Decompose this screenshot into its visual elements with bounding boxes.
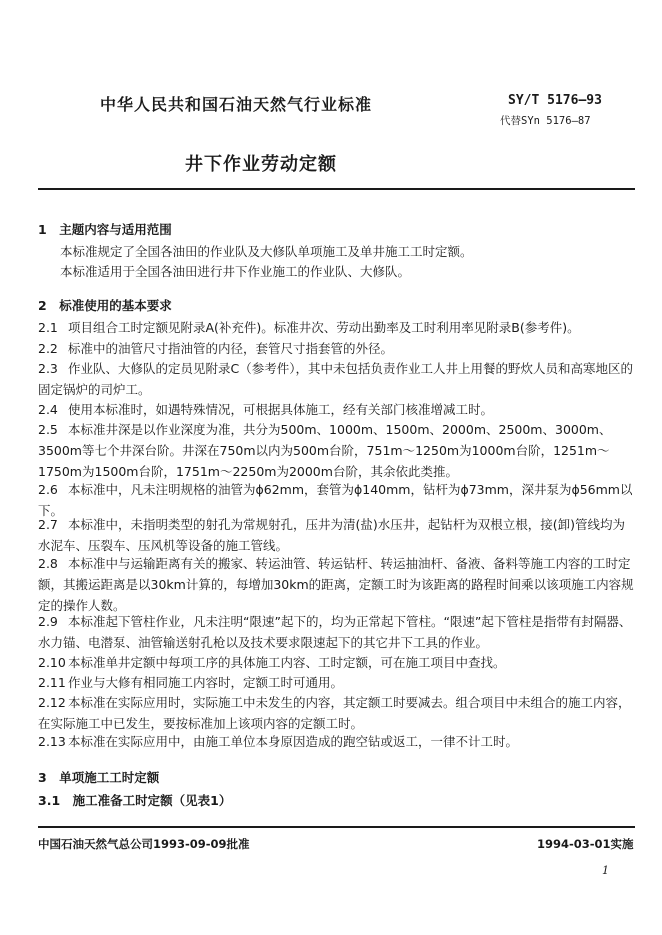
approval-date: 中国石油天然气总公司1993-09-09批准	[38, 837, 250, 851]
clause-2-12	[38, 692, 635, 734]
clause-number: 2.6	[38, 482, 58, 497]
standard-code: SY/T 5176—93	[508, 93, 602, 108]
clause-number: 2.13	[38, 734, 66, 749]
clause-2-4	[38, 399, 635, 420]
replaces-standard: 代替SYn 5176—87	[500, 115, 591, 127]
clause-2-8	[38, 553, 635, 616]
clause-text: 项目组合工时定额见附录A(补充件)。标准井次、劳动出勤率及工时利用率见附录B(参考件)。	[68, 320, 580, 335]
clause-text: 本标准中，凡未注明规格的油管为ϕ62mm，套管为ϕ140mm，钻杆为ϕ73mm，深井泵为ϕ56mm以下。	[38, 482, 633, 518]
footer-divider	[38, 826, 635, 828]
clause-number: 2.3	[38, 361, 58, 376]
clause-2-13	[38, 731, 635, 752]
clause-text: 作业与大修有相同施工内容时，定额工时可通用。	[68, 675, 344, 690]
clause-2-9	[38, 611, 635, 653]
clause-number: 2.2	[38, 341, 58, 356]
document-title: 井下作业劳动定额	[185, 154, 337, 175]
clause-2-2	[38, 338, 635, 359]
implementation-date: 1994-03-01实施	[537, 837, 634, 851]
clause-2-3	[38, 358, 635, 400]
section-1-para-1: 本标准规定了全国各油田的作业队及大修队单项施工及单井施工工时定额。	[60, 244, 473, 259]
clause-2-7	[38, 514, 635, 556]
section-3-heading: 3 单项施工工时定额	[38, 770, 160, 785]
clause-number: 2.9	[38, 614, 58, 629]
clause-2-10	[38, 652, 635, 673]
header-divider	[38, 188, 635, 190]
clause-text: 本标准在实际应用时，实际施工中未发生的内容，其定额工时要减去。组合项目中未组合的施工内容，在实际施工中已发生，要按标准加上该项内容的定额工时。	[38, 695, 631, 731]
clause-2-5	[38, 419, 635, 482]
clause-number: 2.11	[38, 675, 66, 690]
clause-number: 2.8	[38, 556, 58, 571]
section-3-1-heading: 3.1 施工准备工时定额（见表1）	[38, 793, 232, 808]
clause-number: 2.4	[38, 402, 58, 417]
section-1-para-2: 本标准适用于全国各油田进行井下作业施工的作业队、大修队。	[60, 264, 411, 279]
clause-text: 本标准中与运输距离有关的搬家、转运油管、转运钻杆、转运抽油杆、备液、备料等施工内容的工时定额，其搬运距离是以30km计算的，每增加30km的距离，定额工时为该距离的路程时间乘以该项施工内容规定的操作人数。	[38, 556, 634, 613]
issuing-authority: 中华人民共和国石油天然气行业标准	[100, 95, 373, 114]
clause-2-11	[38, 672, 635, 693]
clause-number: 2.12	[38, 695, 66, 710]
clause-text: 使用本标准时，如遇特殊情况，可根据具体施工，经有关部门核准增减工时。	[68, 402, 494, 417]
clause-2-1	[38, 317, 635, 338]
clause-text: 本标准单井定额中每项工序的具体施工内容、工时定额，可在施工项目中查找。	[68, 655, 506, 670]
clause-text: 本标准中，未指明类型的射孔为常规射孔，压井为清(盐)水压井，起钻杆为双根立根，接(卸)管线均为水泥车、压裂车、压风机等设备的施工管线。	[38, 517, 626, 553]
clause-text: 本标准起下管柱作业，凡未注明“限速”起下的，均为正常起下管柱。“限速”起下管柱是指带有封隔器、水力锚、电潜泵、油管输送射孔枪以及技术要求限速起下的其它井下工具的作业。	[38, 614, 632, 650]
clause-number: 2.10	[38, 655, 66, 670]
section-2-heading: 2 标准使用的基本要求	[38, 298, 172, 313]
clause-text: 作业队、大修队的定员见附录C（参考件），其中未包括负责作业工人井上用餐的野炊人员和高寒地区的固定锅炉的司炉工。	[38, 361, 633, 397]
clause-text: 标准中的油管尺寸指油管的内径，套管尺寸指套管的外径。	[68, 341, 394, 356]
section-1-heading: 1 主题内容与适用范围	[38, 222, 172, 237]
clause-text: 本标准在实际应用中，由施工单位本身原因造成的跑空钻或返工，一律不计工时。	[68, 734, 519, 749]
clause-number: 2.1	[38, 320, 58, 335]
clause-number: 2.5	[38, 422, 58, 437]
clause-text: 本标准井深是以作业深度为准，共分为500m、1000m、1500m、2000m、2500m、3000m、3500m等七个井深台阶。井深在750m以内为500m台阶，751m～1250m为1000m台阶，1251m～1750m为1500m台阶，1751m～2250m为2000m台阶，其余依此类推。	[38, 422, 612, 479]
clause-number: 2.7	[38, 517, 58, 532]
page-number: 1	[602, 864, 609, 877]
